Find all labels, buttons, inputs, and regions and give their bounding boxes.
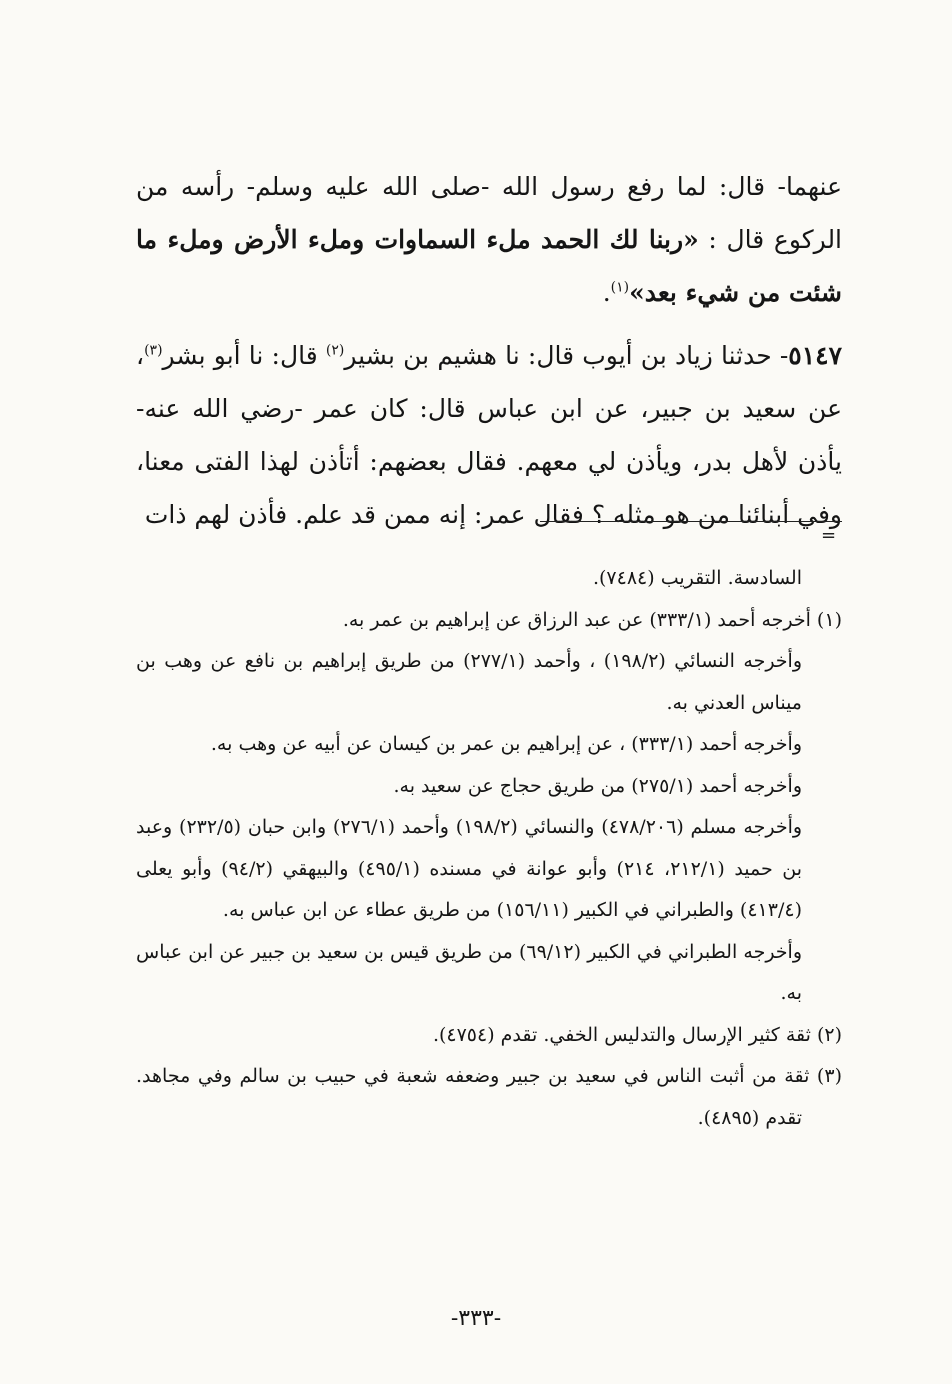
hadith-number: ٥١٤٧ xyxy=(788,341,842,370)
para2-text-c: ، عن سعيد بن جبير، عن ابن عباس قال: كان عمر -رضي الله عنه- يأذن لأهل بدر، ويأذن لي معهم. فقال بعضهم: أتأذن لهذا الفتى معنا، وفي أبنائنا من هو مثله ؟ فقال عمر: إنه ممن قد علم. فأذن لهم ذات xyxy=(136,341,842,529)
paragraph-hadith-5147 xyxy=(136,329,842,541)
footnote-1-line: وأخرجه الطبراني في الكبير (٦٩/١٢) من طريق قيس بن سعيد بن جبير عن ابن عباس به. xyxy=(136,940,803,1004)
footnote-1-line: وأخرجه أحمد (٣٣٣/١) ، عن إبراهيم بن عمر بن كيسان عن أبيه عن وهب به. xyxy=(210,733,802,755)
footnote-carryover: السادسة. التقريب (٧٤٨٤). xyxy=(592,567,802,589)
footnote-3: (٣) ثقة من أثبت الناس في سعيد بن جبير وضعفه شعبة في حبيب بن سالم وفي مجاهد. تقدم (٤٨٩٥). xyxy=(136,1065,842,1129)
para1-quote: «ربنا لك الحمد ملء السماوات وملء الأرض وملء ما شئت من شيء بعد» xyxy=(136,225,842,307)
footnote-separator xyxy=(540,521,842,522)
footnote-1-line: وأخرجه أحمد (٢٧٥/١) من طريق حجاج عن سعيد به. xyxy=(393,774,802,797)
para1-end: . xyxy=(602,278,611,307)
footnote-ref-1: (١) xyxy=(610,279,630,296)
page-number: -٣٣٣- xyxy=(450,1306,502,1331)
footnote-1-line: (١) أخرجه أحمد (٣٣٣/١) عن عبد الرزاق عن إبراهيم بن عمر به. xyxy=(342,608,842,631)
footnote-1-line: وأخرجه مسلم (٤٧٨/٢٠٦) والنسائي (١٩٨/٢) وأحمد (٢٧٦/١) وابن حبان (٢٣٢/٥) وعبد بن حميد (٢١٢/١، ٢١٤) وأبو عوانة في مسنده (٤٩٥/١) والبيهقي (٩٤/٢) وأبو يعلى (٤١٣/٤) والطبراني في الكبير (١٥٦/١١) من طريق عطاء عن ابن عباس به. xyxy=(136,816,803,921)
footnote-ref-3: (٣) xyxy=(144,342,163,359)
footnote-1-line: وأخرجه النسائي (١٩٨/٢) ، وأحمد (٢٧٧/١) من طريق إبراهيم بن نافع عن وهب بن ميناس العدني به. xyxy=(136,650,803,714)
footnote-2: (٢) ثقة كثير الإرسال والتدليس الخفي. تقدم (٤٧٥٤). xyxy=(432,1023,842,1046)
continuation-mark: = xyxy=(821,525,837,546)
para2-text-b: قال: نا أبو بشر xyxy=(162,341,326,370)
footnotes xyxy=(136,558,842,1139)
footnote-ref-2: (٢) xyxy=(325,342,345,359)
paragraph-hadith-end xyxy=(136,160,842,319)
para1-text: عنهما- قال: لما رفع رسول الله -صلى الله عليه وسلم- رأسه من الركوع قال : xyxy=(136,172,843,254)
para2-text-a: - حدثنا زياد بن أيوب قال: نا هشيم بن بشير xyxy=(344,341,789,370)
main-text xyxy=(136,160,842,541)
